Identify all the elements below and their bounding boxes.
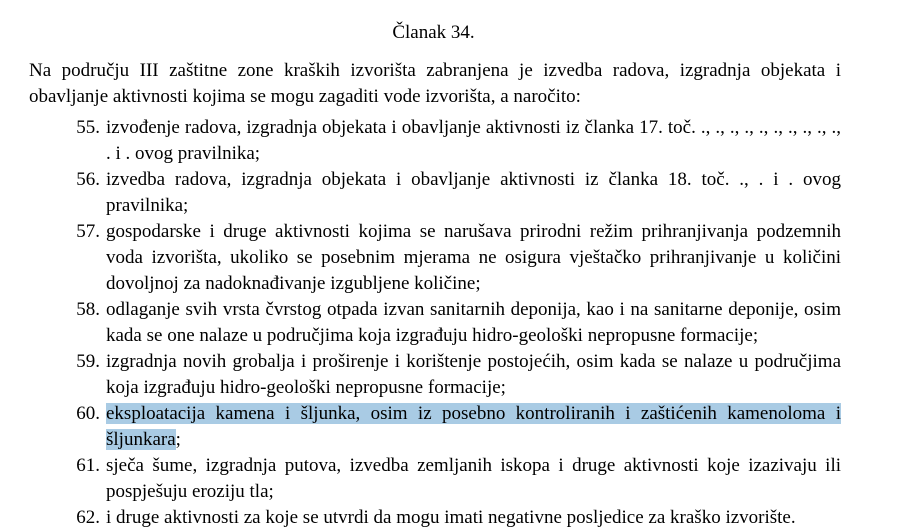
item-number: 61.: [76, 455, 100, 476]
item-text[interactable]: izgradnja novih grobalja i proširenje i korištenje postojećih, osim kada se nalaze u područjima koja izgrađuju hidro-geološki nepropusne formacije;: [106, 351, 841, 398]
item-text[interactable]: odlaganje svih vrsta čvrstog otpada izvan sanitarnih deponija, kao i na sanitarne deponije, osim kada se one nalaze u područjima koja izgrađuju hidro-geološki nepropusne formacije;: [106, 299, 841, 346]
item-number: 59.: [76, 351, 100, 372]
item-text-suffix: ;: [175, 429, 181, 450]
item-number: 57.: [76, 221, 100, 242]
item-text[interactable]: i druge aktivnosti za koje se utvrdi da mogu imati negativne posljedice za kraško izvorište.: [106, 507, 796, 528]
article-item-list: [29, 115, 841, 531]
item-text[interactable]: izvedba radova, izgradnja objekata i obavljanje aktivnosti iz članka 18. toč. ., . i . ovog pravilnika;: [106, 169, 841, 216]
list-item: [29, 219, 841, 297]
text-selection-highlight[interactable]: eksploatacija kamena i šljunka, osim iz posebno kontroliranih i zaštićenih kamenoloma i šljunkara: [106, 403, 841, 450]
item-text[interactable]: sječa šume, izgradnja putova, izvedba zemljanih iskopa i druge aktivnosti koje izazivaju ili pospješuju eroziju tla;: [106, 455, 841, 502]
list-item: [29, 349, 841, 401]
item-text[interactable]: [106, 401, 841, 453]
item-text[interactable]: gospodarske i druge aktivnosti kojima se narušava prirodni režim prihranjivanja podzemnih voda izvorišta, ukoliko se posebnim mjerama ne osigura vještačko prihranjivanje u količini dovoljnoj za nadoknađivanje izgubljene količine;: [106, 221, 841, 294]
article-intro[interactable]: Na području III zaštitne zone kraških izvorišta zabranjena je izvedba radova, izgradnja objekata i obavljanje aktivnosti kojima se mogu zagaditi vode izvorišta, a naročito:: [29, 60, 841, 107]
item-number: 56.: [76, 169, 100, 190]
item-number: 60.: [76, 403, 100, 424]
list-item: [29, 505, 841, 531]
item-number: 62.: [76, 507, 100, 528]
item-text[interactable]: izvođenje radova, izgradnja objekata i obavljanje aktivnosti iz članka 17. toč. ., ., ., ., ., ., ., ., ., ., . i . ovog pravilnika;: [106, 117, 841, 164]
item-number: 55.: [76, 117, 100, 138]
list-item: [29, 453, 841, 505]
list-item: [29, 167, 841, 219]
item-number: 58.: [76, 299, 100, 320]
article-heading: Članak 34.: [392, 22, 475, 43]
list-item: [29, 115, 841, 167]
list-item: [29, 297, 841, 349]
list-item-highlighted: [29, 401, 841, 453]
